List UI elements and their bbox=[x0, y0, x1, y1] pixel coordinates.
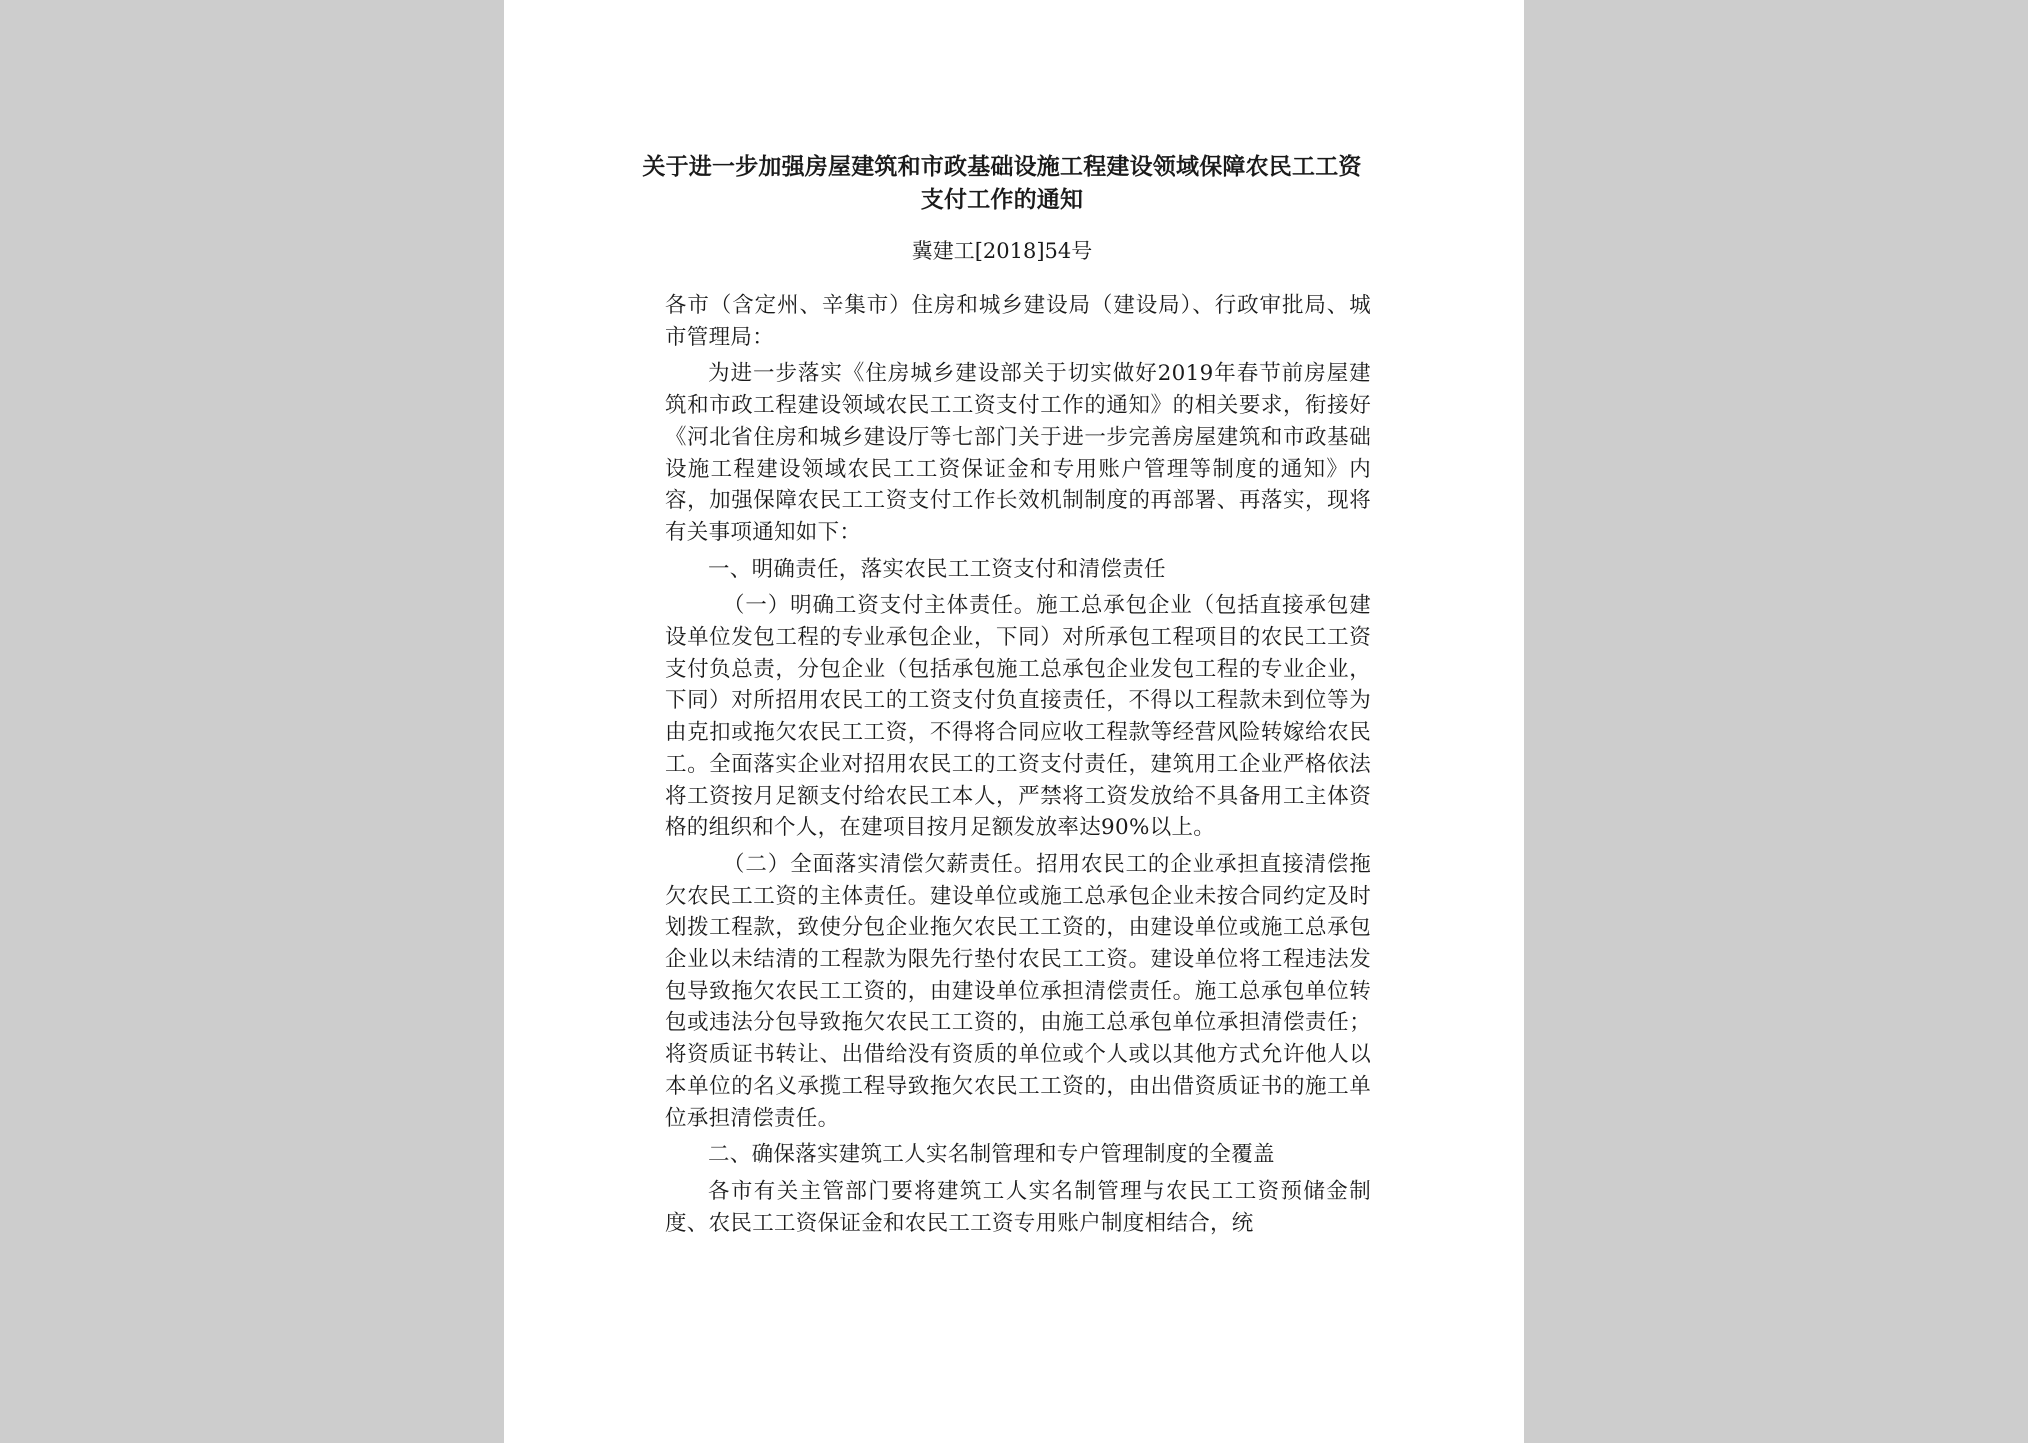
section-heading-1: 一、明确责任，落实农民工工资支付和清偿责任 bbox=[708, 556, 1166, 582]
intro-paragraph: 为进一步落实《住房城乡建设部关于切实做好2019年春节前房屋建筑和市政工程建设领域农民工工资支付工作的通知》的相关要求，衔接好《河北省住房和城乡建设厅等七部门关于进一步完善房屋建筑和市政基础设施工程建设领域农民工工资保证金和专用账户管理等制度的通知》内容，加强保障农民工工资支付工作长效机制制度的再部署、再落实，现将有关事项通知如下： bbox=[665, 361, 1371, 545]
section-heading-2: 二、确保落实建筑工人实名制管理和专户管理制度的全覆盖 bbox=[708, 1142, 1275, 1168]
subsection-paragraph-1: （一）明确工资支付主体责任。施工总承包企业（包括直接承包建设单位发包工程的专业承包企业，下同）对所承包工程项目的农民工工资支付负总责，分包企业（包括承包施工总承包企业发包工程的专业企业，下同）对所招用农民工的工资支付负直接责任，不得以工程款未到位等为由克扣或拖欠农民工工资，不得将合同应收工程款等经营风险转嫁给农民工。全面落实企业对招用农民工的工资支付责任，建筑用工企业严格依法将工资按月足额支付给农民工本人，严禁将工资发放给不具备用工主体资格的组织和个人，在建项目按月足额发放率达90%以上。 bbox=[665, 593, 1371, 841]
document-number: 冀建工[2018]54号 bbox=[911, 239, 1093, 263]
subsection-paragraph-2: （二）全面落实清偿欠薪责任。招用农民工的企业承担直接清偿拖欠农民工工资的主体责任。建设单位或施工总承包企业未按合同约定及时划拨工程款，致使分包企业拖欠农民工工资的，由建设单位或施工总承包企业以未结清的工程款为限先行垫付农民工工资。建设单位将工程违法发包导致拖欠农民工工资的，由建设单位承担清偿责任。施工总承包单位转包或违法分包导致拖欠农民工工资的，由施工总承包单位承担清偿责任；将资质证书转让、出借给没有资质的单位或个人或以其他方式允许他人以本单位的名义承揽工程导致拖欠农民工工资的，由出借资质证书的施工单位承担清偿责任。 bbox=[665, 851, 1371, 1131]
document-page bbox=[504, 0, 1524, 1443]
section-2-paragraph: 各市有关主管部门要将建筑工人实名制管理与农民工工资预储金制度、农民工工资保证金和农民工工资专用账户制度相结合，统 bbox=[665, 1178, 1371, 1236]
document-title: 关于进一步加强房屋建筑和市政基础设施工程建设领域保障农民工工资支付工作的通知 bbox=[642, 153, 1362, 213]
salutation-paragraph: 各市（含定州、辛集市）住房和城乡建设局（建设局）、行政审批局、城市管理局： bbox=[665, 293, 1371, 350]
document-body bbox=[665, 290, 1371, 1244]
